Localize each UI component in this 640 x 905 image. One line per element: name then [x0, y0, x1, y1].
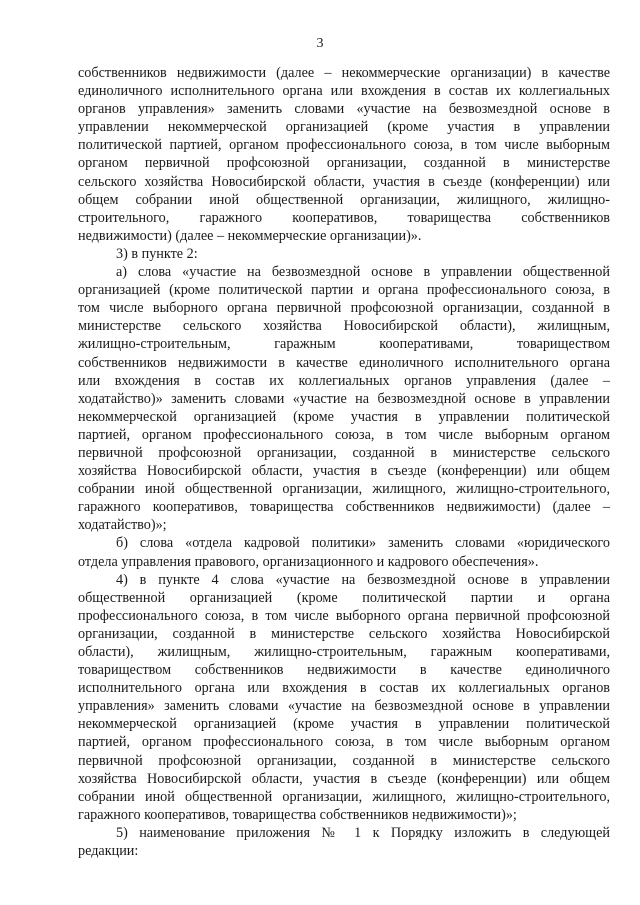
page-number: 3 — [316, 36, 324, 51]
text-line: собрании иной общественной организации, жилищного, жилищно-строительного, — [78, 788, 610, 805]
text-line: первичной профсоюзной организации, созданной в министерстве сельского — [78, 444, 610, 461]
text-line: а) слова «участие на безвозмездной основе в управлении общественной — [116, 264, 610, 281]
paragraph — [78, 534, 610, 570]
text-line: некоммерческой организацией (кроме участия в управлении политической — [78, 716, 610, 733]
text-line: профессионального союза, в том числе выборного органа первичной профсоюзной — [78, 607, 610, 624]
text-line: 3) в пункте 2: — [116, 245, 198, 262]
text-line: гаражного кооперативов, товарищества собственников недвижимости) (далее – — [78, 499, 610, 516]
text-line: 4) в пункте 4 слова «участие на безвозмездной основе в управлении — [116, 571, 610, 588]
text-line: хозяйства Новосибирской области, участия в съезде (конференции) или общем — [78, 770, 610, 787]
text-line: ходатайство)»; — [78, 517, 167, 534]
text-line: организации, созданной в министерстве сельского хозяйства Новосибирской — [78, 625, 610, 642]
text-line: отдела управления правового, организационного и кадрового обеспечения». — [78, 553, 539, 570]
text-line: некоммерческой организацией (кроме участия в управлении политической — [78, 408, 610, 425]
text-line: собрании иной общественной организации, жилищного, жилищно-строительного, — [78, 481, 610, 498]
text-line: том числе выборного органа первичной профсоюзной организации, созданной в — [78, 300, 610, 317]
text-line: министерстве сельского хозяйства Новосибирской области), жилищным, — [78, 318, 610, 335]
text-line: организацией (кроме политической партии и органа профессионального союза, в — [78, 282, 610, 299]
text-line: органом первичной профсоюзной организации, созданной в министерстве — [78, 155, 610, 172]
text-line: б) слова «отдела кадровой политики» заменить словами «юридического — [116, 535, 610, 552]
text-line: ходатайство)» заменить словами «участие на безвозмездной основе в управлении — [78, 390, 610, 407]
text-line: недвижимости) (далее – некоммерческие организации)». — [78, 227, 422, 244]
text-line: единоличного исполнительного органа или вхождения в состав их коллегиальных — [78, 83, 610, 100]
text-line: 5) наименование приложения № 1 к Порядку изложить в следующей — [116, 824, 610, 841]
text-line: первичной профсоюзной организации, созданной в министерстве сельского — [78, 752, 610, 769]
text-line: управлении некоммерческой организацией (кроме участия в управлении — [78, 119, 610, 136]
paragraph — [78, 245, 610, 263]
text-line: политической партией, органом профессионального союза, в том числе выборным — [78, 137, 610, 154]
paragraph — [78, 571, 610, 824]
text-line: гаражного кооперативов, товарищества собственников недвижимости)»; — [78, 806, 517, 823]
text-line: жилищно-строительным, гаражным кооперативами, товариществом — [78, 336, 610, 353]
text-line: или вхождения в состав их коллегиальных органов управления (далее – — [78, 372, 610, 389]
text-line: товариществом собственников недвижимости в качестве единоличного — [78, 662, 610, 679]
text-line: партией, органом профессионального союза, в том числе выборным органом — [78, 426, 610, 443]
text-line: редакции: — [78, 843, 139, 860]
text-line: органов управления» заменить словами «участие на безвозмездной основе в — [78, 101, 610, 118]
text-line: управления» заменить словами «участие на безвозмездной основе в управлении — [78, 698, 610, 715]
text-line: общественной организацией (кроме политической партии и органа — [78, 589, 610, 606]
paragraph — [78, 824, 610, 860]
text-line: исполнительного органа или вхождения в состав их коллегиальных органов — [78, 680, 610, 697]
document-body — [78, 64, 610, 860]
text-line: собственников недвижимости (далее – некоммерческие организации) в качестве — [78, 65, 610, 81]
text-line: области), жилищным, жилищно-строительным, гаражным кооперативами, — [78, 644, 610, 660]
text-line: собственников недвижимости в качестве единоличного исполнительного органа — [78, 354, 610, 371]
paragraph — [78, 263, 610, 534]
paragraph — [78, 64, 610, 245]
text-line: общем собрании иной общественной организации, жилищного, жилищно- — [78, 191, 610, 208]
text-line: партией, органом профессионального союза, в том числе выборным органом — [78, 734, 610, 751]
text-line: хозяйства Новосибирской области, участия в съезде (конференции) или общем — [78, 463, 610, 480]
text-line: строительного, гаражного кооперативов, товарищества собственников — [78, 209, 610, 226]
text-line: сельского хозяйства Новосибирской области, участия в съезде (конференции) или — [78, 173, 610, 190]
